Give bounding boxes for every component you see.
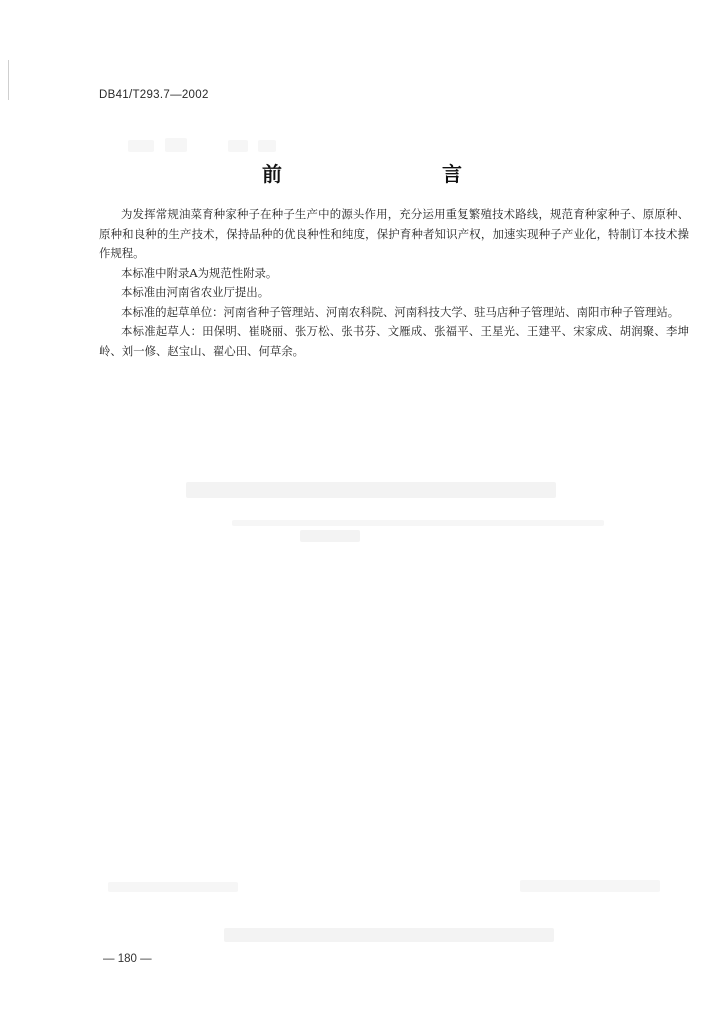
scan-margin-mark	[8, 60, 9, 100]
scan-bleed-artifact	[186, 482, 556, 498]
scan-bleed-artifact	[258, 140, 276, 152]
scan-bleed-artifact	[128, 140, 154, 152]
scan-bleed-artifact	[224, 928, 554, 942]
scan-bleed-artifact	[520, 880, 660, 892]
scan-bleed-artifact	[165, 138, 187, 152]
paragraph-drafters: 本标准起草人：田保明、崔晓丽、张万松、张书芬、文雁成、张福平、王星光、王建平、宋家成、胡润聚、李坤岭、刘一修、赵宝山、翟心田、何草余。	[99, 324, 689, 358]
paragraph-proposer: 本标准由河南省农业厅提出。	[121, 285, 270, 299]
scan-bleed-artifact	[300, 530, 360, 542]
scan-bleed-artifact	[108, 882, 238, 892]
standard-code: DB41/T293.7—2002	[99, 89, 209, 101]
paragraph-appendix: 本标准中附录A为规范性附录。	[121, 265, 278, 280]
paragraph-drafting-units: 本标准的起草单位：河南省种子管理站、河南农科院、河南科技大学、驻马店种子管理站、南阳市种子管理站。	[121, 304, 680, 319]
page-number: — 180 —	[103, 953, 152, 965]
page-title: 前 言	[262, 162, 532, 186]
scan-bleed-artifact	[232, 520, 604, 526]
scan-bleed-artifact	[228, 140, 248, 152]
foreword-body	[99, 205, 689, 361]
paragraph-purpose: 为发挥常规油菜育种家种子在种子生产中的源头作用，充分运用重复繁殖技术路线，规范育种家种子、原原种、原种和良种的生产技术，保持品种的优良种性和纯度，保护育种者知识产权，加速实现种子产业化，特制订本技术操作规程。	[99, 207, 689, 260]
